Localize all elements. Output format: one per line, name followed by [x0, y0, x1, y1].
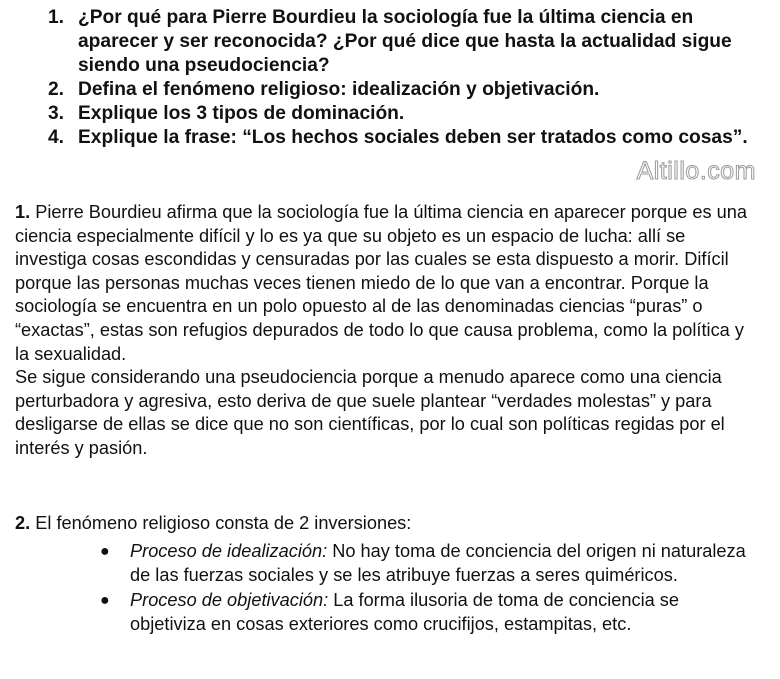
answer-1-paragraph-2: Se sigue considerando una pseudociencia porque a menudo aparece como una ciencia perturbadora y agresiva, esto deriva de que suele plantear “verdades molestas” y para desligarse de ellas se dice que no son científicas, por lo cual son políticas regidas por el interés y pasión.: [15, 367, 725, 458]
answer-text: Pierre Bourdieu afirma que la sociología fue la última ciencia en aparecer porque es una ciencia especialmente difícil y lo es ya que su objeto es un espacio de lucha: allí se investiga cosas escondidas y censuradas por las cuales se esta dispuesto a morir. Difícil porque las personas muchas veces tienen miedo de lo que van a encontrar. Porque la sociología se encuentra en un polo opuesto al de las denominadas ciencias “puras” o “exactas”, estas son refugios depurados de todo lo que causa problema, como la política y la sexualidad.: [15, 202, 747, 364]
question-item: [48, 126, 748, 150]
answer-2: [15, 512, 760, 536]
answer-text: El fenómeno religioso consta de 2 inversiones:: [35, 513, 412, 533]
question-text: Defina el fenómeno religioso: idealización y objetivación.: [78, 79, 600, 100]
answer-number: 2.: [15, 513, 31, 533]
list-item: [100, 540, 750, 587]
question-item: [48, 6, 748, 78]
answer-1-paragraph-1: [15, 201, 760, 366]
bullet-text: No hay toma de conciencia del origen ni naturaleza de las fuerzas sociales y se les atribuye fuerzas a seres quiméricos.: [130, 541, 746, 585]
bullet-icon: ●: [100, 592, 110, 610]
question-number: 2.: [48, 79, 65, 100]
bullet-term: Proceso de idealización:: [130, 541, 328, 561]
answer-number: 1.: [15, 202, 31, 222]
question-number: 1.: [48, 7, 65, 28]
answer-2-bullets: [100, 540, 750, 638]
question-item: [48, 102, 748, 126]
question-text: ¿Por qué para Pierre Bourdieu la sociología fue la última ciencia en aparecer y ser reconocida? ¿Por qué dice que hasta la actualidad sigue siendo una pseudociencia?: [78, 7, 732, 76]
bullet-text: La forma ilusoria de toma de conciencia se objetiviza en cosas exteriores como crucifijos, estampitas, etc.: [130, 590, 679, 634]
question-text: Explique la frase: “Los hechos sociales deben ser tratados como cosas”.: [78, 127, 748, 148]
question-number: 4.: [48, 127, 65, 148]
watermark: Altillo.com: [636, 157, 756, 185]
answer-1: [15, 201, 760, 461]
question-item: [48, 78, 748, 102]
question-text: Explique los 3 tipos de dominación.: [78, 103, 405, 124]
bullet-icon: ●: [100, 543, 110, 560]
bullet-term: Proceso de objetivación:: [130, 590, 329, 611]
questions-list: [48, 6, 748, 150]
question-number: 3.: [48, 103, 65, 124]
list-item: [100, 589, 750, 636]
answer-2-intro-line: [15, 512, 760, 536]
